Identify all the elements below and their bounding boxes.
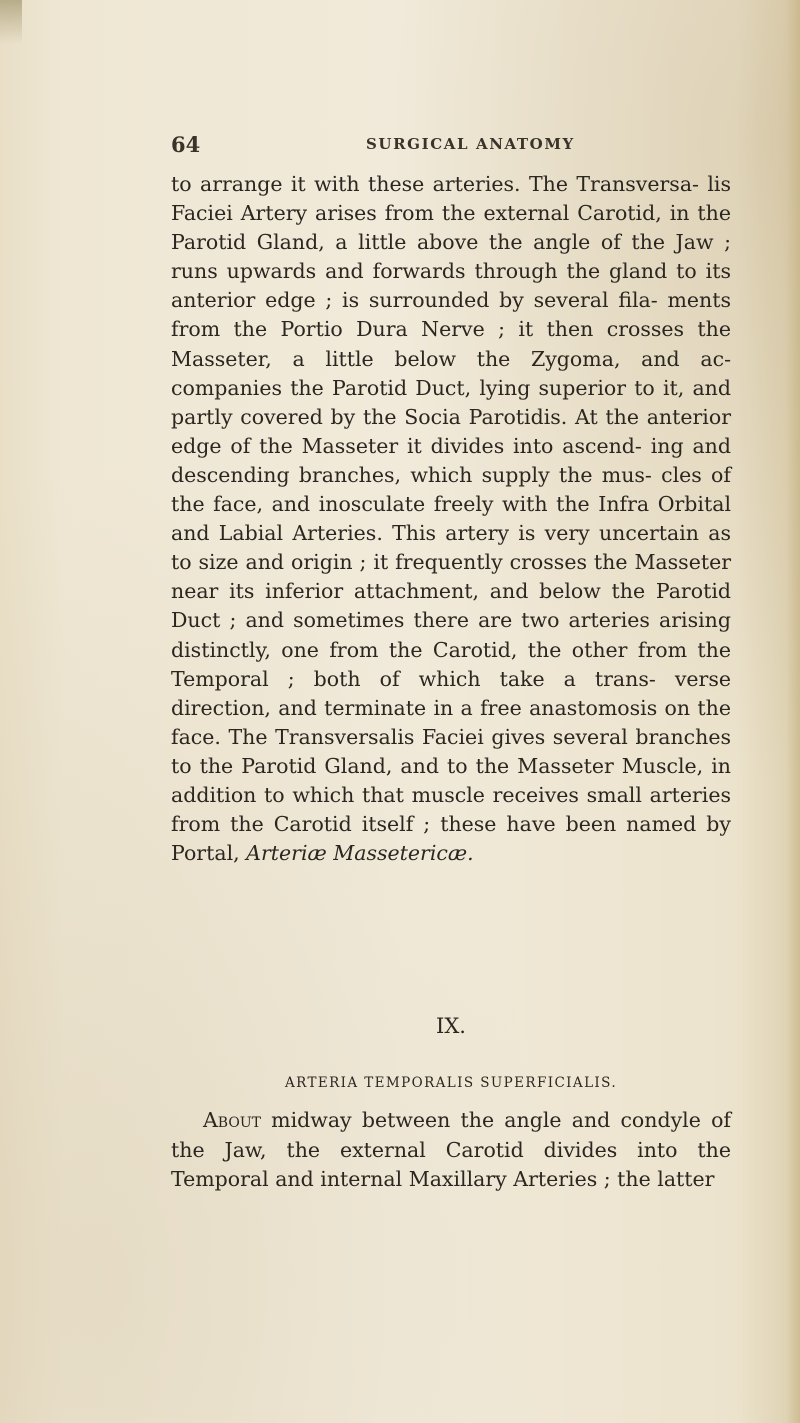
page-number: 64 bbox=[171, 132, 201, 157]
section-title: ARTERIA TEMPORALIS SUPERFICIALIS. bbox=[284, 1075, 618, 1091]
italic-term: Arteriæ Massetericæ. bbox=[246, 841, 474, 866]
page-edge-shadow bbox=[786, 0, 800, 1423]
section-lead-word: About bbox=[203, 1108, 261, 1132]
body-paragraph bbox=[171, 170, 731, 868]
page-header bbox=[171, 132, 731, 156]
page-corner-stain bbox=[0, 0, 22, 44]
section-numeral: IX. bbox=[436, 1014, 466, 1038]
body-paragraph-text: to arrange it with these arteries. The Transversa- lis Faciei Artery arises from the external Carotid, in the Parotid Gland, a little above the angle of the Jaw ; runs upwards and forwards through the gland to its anterior edge ; is surrounded by several fila- ments from the Portio Dura Nerve ; it then crosses the Masseter, a little below the Zygoma, and ac- companies the Parotid Duct, lying superior to it, and partly covered by the Socia Parotidis. At the anterior edge of the Masseter it divides into ascend- ing and descending branches, which supply the mus- cles of the face, and inosculate freely with the Infra Orbital and Labial Arteries. This artery is very uncertain as to size and origin ; it frequently crosses the Masseter near its inferior attachment, and below the Parotid Duct ; and sometimes there are two arteries arising distinctly, one from the Carotid, the other from the Temporal ; both of which take a trans- verse direction, and terminate in a free anastomosis on the face. The Transversalis Faciei gives several branches to the Parotid Gland, and to the Masseter Muscle, in addition to which that muscle receives small arteries from the Carotid itself ; these have been named by Portal, bbox=[171, 172, 731, 866]
section-paragraph bbox=[171, 1106, 731, 1195]
running-head: SURGICAL ANATOMY bbox=[366, 135, 575, 153]
section-paragraph-text: midway between the angle and condyle of the Jaw, the external Carotid divides into the Temporal and internal Maxillary Arteries ; the latter bbox=[171, 1108, 731, 1191]
